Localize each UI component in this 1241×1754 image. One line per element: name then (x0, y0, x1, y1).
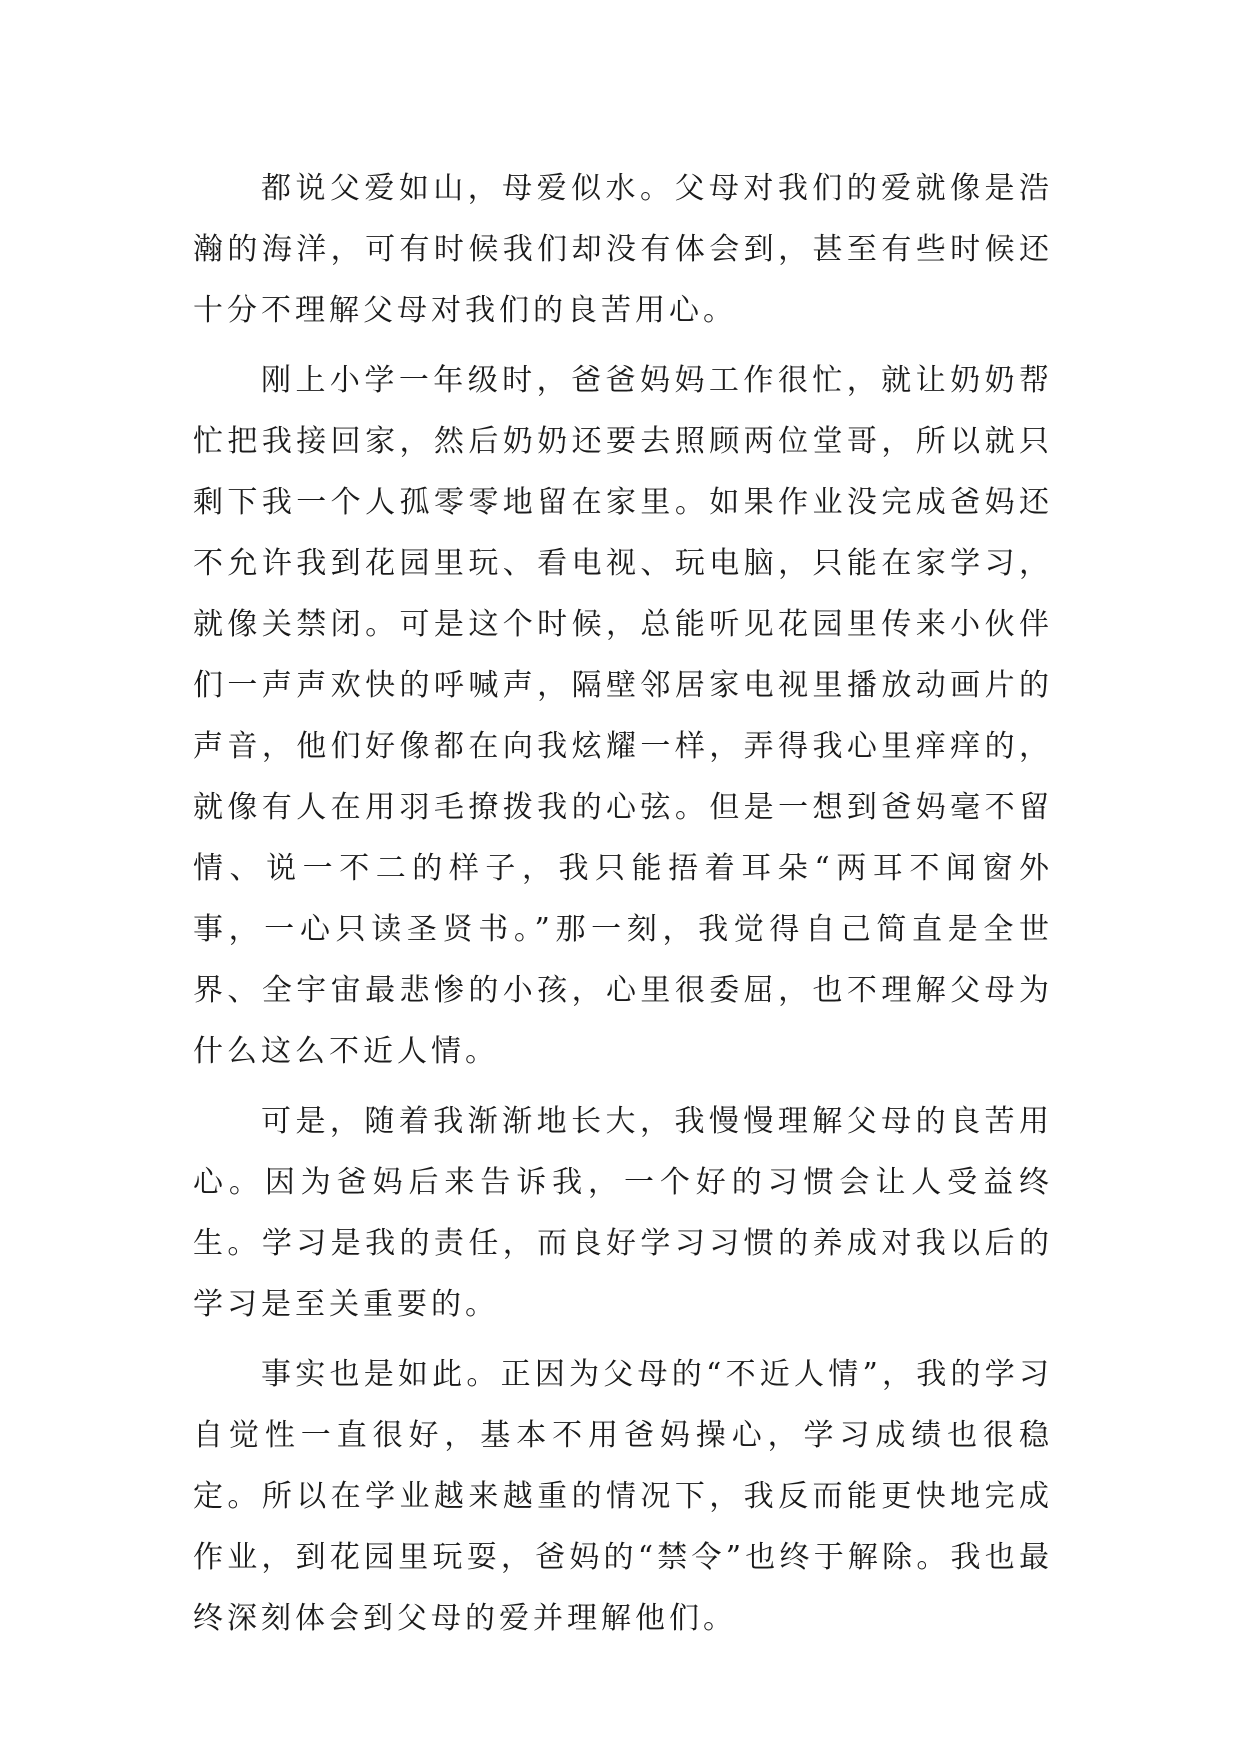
document-body (193, 158, 1053, 1658)
paragraph-1: 都说父爱如山，母爱似水。父母对我们的爱就像是浩瀚的海洋，可有时候我们却没有体会到，甚至有些时候还十分不理解父母对我们的良苦用心。 (193, 171, 1053, 328)
paragraph-3: 可是，随着我渐渐地长大，我慢慢理解父母的良苦用心。因为爸妈后来告诉我，一个好的习惯会让人受益终生。学习是我的责任，而良好学习习惯的养成对我以后的学习是至关重要的。 (193, 1104, 1053, 1322)
paragraph-2: 刚上小学一年级时，爸爸妈妈工作很忙，就让奶奶帮忙把我接回家，然后奶奶还要去照顾两位堂哥，所以就只剩下我一个人孤零零地留在家里。如果作业没完成爸妈还不允许我到花园里玩、看电视、玩电脑，只能在家学习，就像关禁闭。可是这个时候，总能听见花园里传来小伙伴们一声声欢快的呼喊声，隔壁邻居家电视里播放动画片的声音，他们好像都在向我炫耀一样，弄得我心里痒痒的，就像有人在用羽毛撩拨我的心弦。但是一想到爸妈毫不留情、说一不二的样子，我只能捂着耳朵“两耳不闻窗外事，一心只读圣贤书。”那一刻，我觉得自己简直是全世界、全宇宙最悲惨的小孩，心里很委屈，也不理解父母为什么这么不近人情。 (193, 363, 1053, 1069)
paragraph-4: 事实也是如此。正因为父母的“不近人情”，我的学习自觉性一直很好，基本不用爸妈操心，学习成绩也很稳定。所以在学业越来越重的情况下，我反而能更快地完成作业，到花园里玩耍，爸妈的“禁令”也终于解除。我也最终深刻体会到父母的爱并理解他们。 (193, 1357, 1053, 1636)
